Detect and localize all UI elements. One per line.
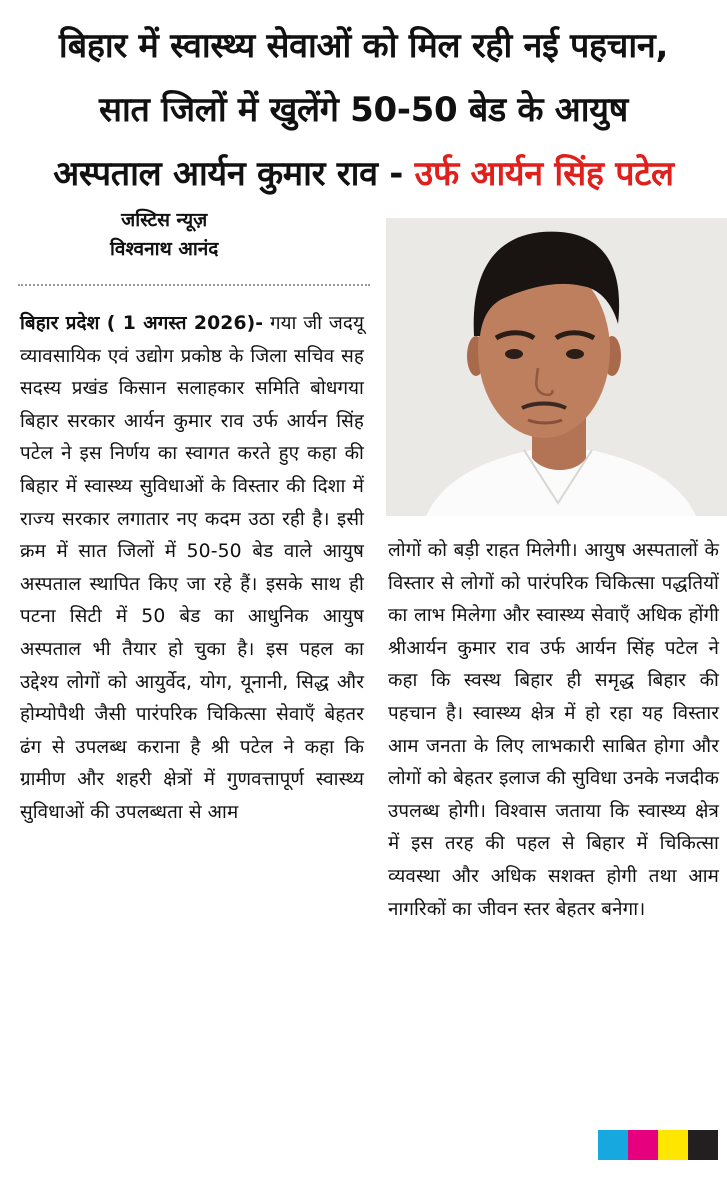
headline-line-3 — [0, 142, 727, 206]
article-body-right: लोगों को बड़ी राहत मिलेगी। आयुष अस्पतालों के विस्तार से लोगों को पारंपरिक चिकित्सा पद्धतियों का लाभ मिलेगा और स्वास्थ्य सेवाएँ अधिक होंगी श्रीआर्यन कुमार राव उर्फ आर्यन सिंह पटेल ने कहा कि स्वस्थ बिहार ही समृद्ध बिहार की पहचान है। स्वास्थ्य क्षेत्र में हो रहा यह विस्तार आम जनता के लिए लाभकारी साबित होगा और लोगों को बेहतर इलाज की सुविधा उनके नजदीक उपलब्ध होगी। विश्वास जताया कि स्वास्थ्य क्षेत्र में इस तरह की पहल से बिहार में चिकित्सा व्यवस्था और अधिक सशक्त होगी तथा आम नागरिकों का जीवन स्तर बेहतर बनेगा। — [388, 540, 719, 920]
headline-line-2: सात जिलों में खुलेंगे 50-50 बेड के आयुष — [98, 90, 629, 130]
byline-source: जस्टिस न्यूज़ — [121, 209, 208, 231]
registration-swatch-cyan — [598, 1130, 628, 1160]
portrait-photo — [386, 218, 727, 516]
headline-line-3-main: अस्पताल आर्यन कुमार राव - — [53, 154, 415, 194]
registration-swatch-magenta — [628, 1130, 658, 1160]
article-lead: बिहार प्रदेश ( 1 अगस्त 2026)- — [20, 313, 264, 334]
portrait-illustration — [386, 218, 727, 516]
registration-color-bar — [598, 1130, 718, 1160]
article-body-left: गया जी जदयू व्यावसायिक एवं उद्योग प्रकोष्ठ के जिला सचिव सह सदस्य प्रखंड किसान सलाहकार समिति बोधगया बिहार सरकार आर्यन कुमार राव उर्फ आर्यन सिंह पटेल ने इस निर्णय का स्वागत करते हुए कहा की बिहार में स्वास्थ्य सुविधाओं के विस्तार की दिशा में राज्य सरकार लगातार नए कदम उठा रही है। इसी क्रम में सात जिलों में 50-50 बेड वाले आयुष अस्पताल स्थापित किए जा रहे हैं। इसके साथ ही पटना सिटी में 50 बेड का आधुनिक आयुष अस्पताल भी तैयार हो चुका है। इस पहल का उद्देश्य लोगों को आयुर्वेद, योग, यूनानी, सिद्ध और होम्योपैथी जैसी पारंपरिक चिकित्सा सेवाएँ बेहतर ढंग से उपलब्ध कराना है श्री पटेल ने कहा कि ग्रामीण और शहरी क्षेत्रों में गुणवत्तापूर्ण स्वास्थ्य सुविधाओं की उपलब्धता से आम — [20, 313, 364, 823]
article-column-left — [20, 308, 364, 830]
registration-swatch-black — [688, 1130, 718, 1160]
article-column-right — [388, 535, 719, 926]
byline — [110, 206, 218, 264]
headline-line-3-highlight: उर्फ आर्यन सिंह पटेल — [414, 154, 674, 194]
registration-swatch-yellow — [658, 1130, 688, 1160]
headline — [0, 14, 727, 206]
byline-author: विश्वनाथ आनंद — [110, 238, 219, 260]
headline-line-1: बिहार में स्वास्थ्य सेवाओं को मिल रही नई पहचान, — [58, 26, 669, 66]
dotted-divider — [18, 284, 370, 286]
